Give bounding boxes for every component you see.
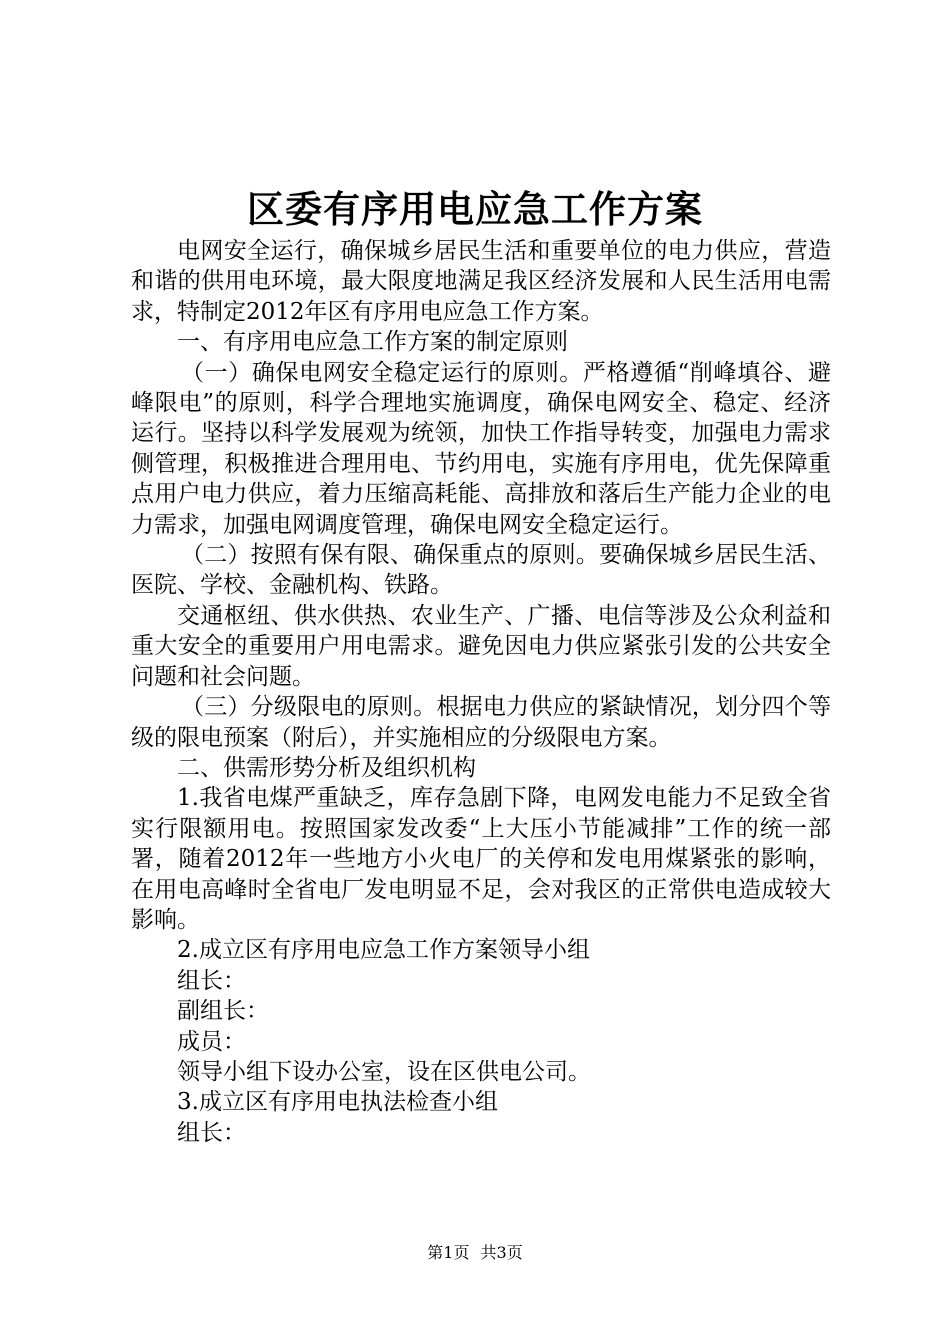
paragraph-principle-2-cont: 交通枢纽、供水供热、农业生产、广播、电信等涉及公众利益和重大安全的重要用户用电需求。避免因电力供应紧张引发的公共安全问题和社会问题。 [131, 602, 831, 690]
section-heading-2: 二、供需形势分析及组织机构 [177, 754, 476, 781]
paragraph-members: 成员： [177, 1028, 246, 1055]
paragraph-analysis-1: 1.我省电煤严重缺乏，库存急剧下降，电网发电能力不足致全省实行限额用电。按照国家发改委“上大压小节能减排”工作的统一部署，随着2012年一些地方小火电厂的关停和发电用煤紧张的影响，在用电高峰时全省电厂发电明显不足，会对我区的正常供电造成较大影响。 [131, 785, 831, 933]
section-heading-1: 一、有序用电应急工作方案的制定原则 [177, 329, 568, 356]
paragraph-principle-2: （二）按照有保有限、确保重点的原则。要确保城乡居民生活、医院、学校、金融机构、铁路。 [131, 542, 831, 599]
paragraph-principle-1: （一）确保电网安全稳定运行的原则。严格遵循“削峰填谷、避峰限电”的原则，科学合理地实施调度，确保电网安全、稳定、经济运行。坚持以科学发展观为统领，加快工作指导转变，加强电力需求侧管理，积极推进合理用电、节约用电，实施有序用电，优先保障重点用户电力供应，着力压缩高耗能、高排放和落后生产能力企业的电力需求，加强电网调度管理，确保电网安全稳定运行。 [131, 359, 831, 538]
paragraph-inspection-leader: 组长： [177, 1119, 246, 1146]
document-body [131, 236, 831, 1148]
paragraph-office: 领导小组下设办公室，设在区供电公司。 [177, 1058, 591, 1085]
paragraph-leading-group: 2.成立区有序用电应急工作方案领导小组 [177, 937, 590, 964]
document-title: 区委有序用电应急工作方案 [247, 187, 703, 231]
paragraph-inspection-group: 3.成立区有序用电执法检查小组 [177, 1089, 498, 1116]
paragraph-deputy-leader: 副组长： [177, 998, 269, 1025]
page-footer [0, 1243, 950, 1263]
paragraph-principle-3: （三）分级限电的原则。根据电力供应的紧缺情况，划分四个等级的限电预案（附后），并实施相应的分级限电方案。 [131, 694, 831, 751]
paragraph-leader: 组长： [177, 967, 246, 994]
paragraph-intro: 电网安全运行，确保城乡居民生活和重要单位的电力供应，营造和谐的供用电环境，最大限度地满足我区经济发展和人民生活用电需求，特制定2012年区有序用电应急工作方案。 [131, 238, 831, 325]
page-number: 第1页 [427, 1243, 470, 1262]
page-total: 共3页 [480, 1243, 523, 1262]
